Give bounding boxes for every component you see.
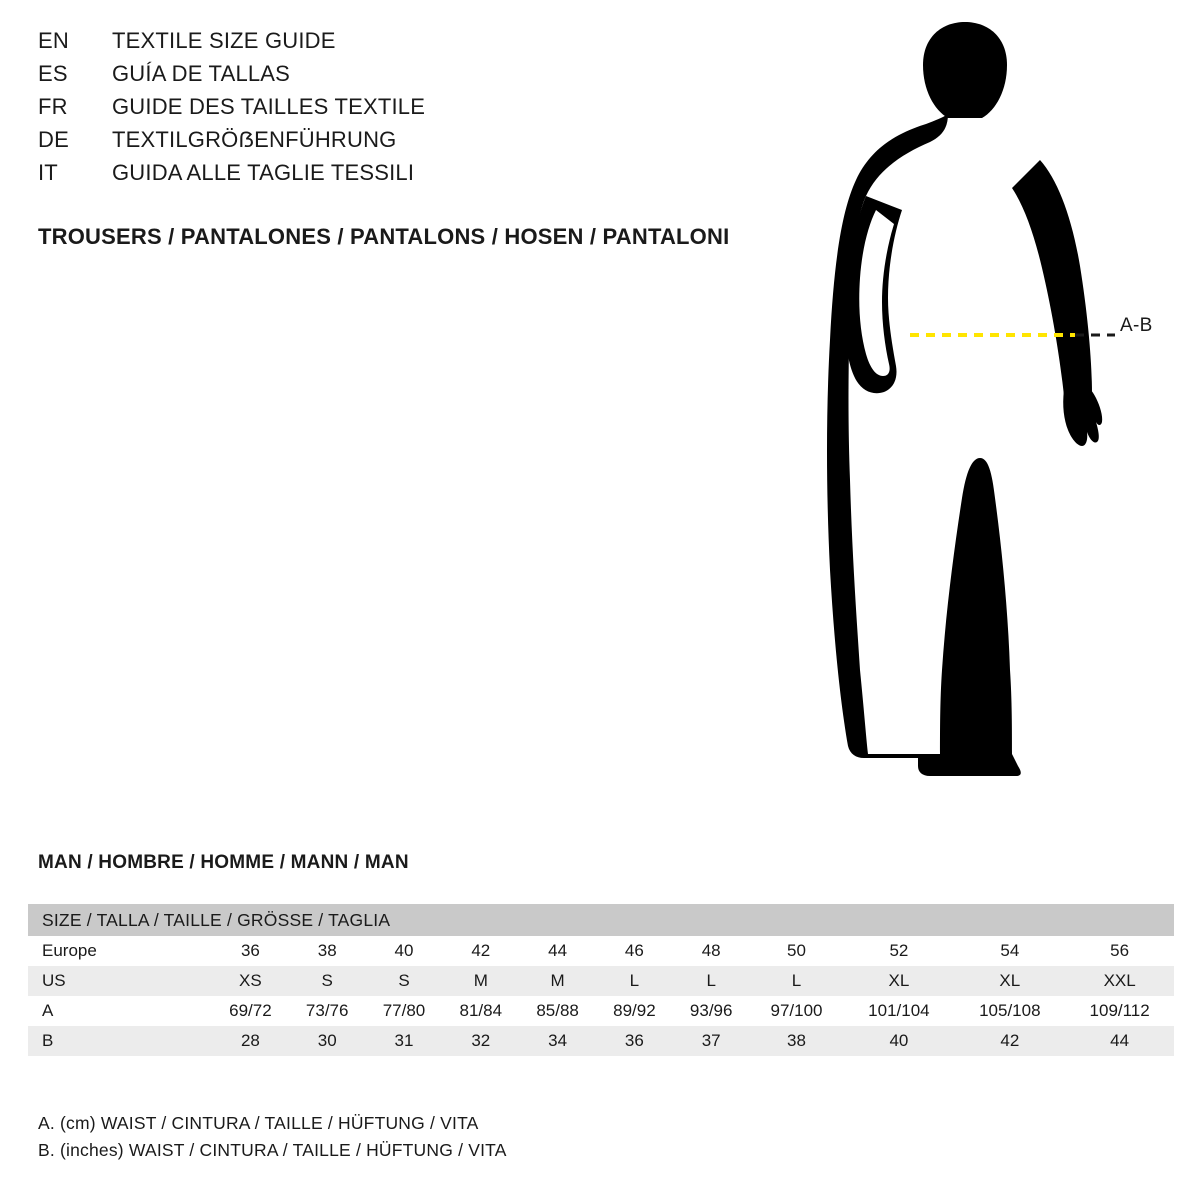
- cell-b-4: 34: [548, 1031, 568, 1050]
- language-code-es: ES: [38, 61, 68, 86]
- cell-a-0: 69/72: [229, 1001, 272, 1020]
- language-text-it: GUIDA ALLE TAGLIE TESSILI: [112, 160, 415, 185]
- measure-label-ab: A-B: [1120, 315, 1153, 336]
- cell-us-10: XXL: [1103, 971, 1136, 990]
- footnote-b: B. (inches) WAIST / CINTURA / TAILLE / HÜFTUNG / VITA: [38, 1140, 507, 1160]
- cell-europe-9: 54: [1000, 941, 1020, 960]
- cell-a-3: 81/84: [459, 1001, 503, 1020]
- cell-us-9: XL: [999, 971, 1021, 990]
- size-table: [28, 904, 1174, 1056]
- language-row-es: [38, 61, 798, 94]
- footnotes: [38, 1110, 507, 1164]
- row-label-europe: Europe: [42, 941, 97, 960]
- cell-a-10: 109/112: [1089, 1001, 1150, 1020]
- table-row: [28, 966, 1174, 996]
- silhouette-arm-right: [1012, 160, 1092, 412]
- language-row-fr: [38, 94, 798, 127]
- cell-b-2: 31: [394, 1031, 414, 1050]
- cell-b-0: 28: [240, 1031, 260, 1050]
- table-header-label: SIZE / TALLA / TAILLE / GRÖSSE / TAGLIA: [42, 909, 391, 930]
- silhouette-body: [827, 114, 1021, 776]
- table-header-row: [28, 904, 1174, 936]
- cell-us-5: L: [629, 971, 640, 990]
- man-silhouette-figure: [790, 10, 1200, 810]
- cell-europe-2: 40: [394, 941, 414, 960]
- cell-b-7: 38: [787, 1031, 806, 1050]
- cell-a-6: 93/96: [689, 1001, 733, 1020]
- row-label-a: A: [42, 1001, 54, 1020]
- language-code-it: IT: [38, 160, 58, 185]
- cell-a-4: 85/88: [536, 1001, 579, 1020]
- language-code-en: EN: [38, 28, 69, 53]
- row-label-b: B: [42, 1031, 54, 1050]
- language-text-es: GUÍA DE TALLAS: [112, 61, 291, 86]
- cell-europe-6: 48: [701, 941, 721, 960]
- silhouette-hand: [1063, 386, 1102, 446]
- cell-b-3: 32: [471, 1031, 491, 1050]
- table-row: [28, 996, 1174, 1026]
- cell-b-10: 44: [1110, 1031, 1130, 1050]
- cell-b-8: 40: [889, 1031, 909, 1050]
- language-code-de: DE: [38, 127, 69, 152]
- table-row: [28, 936, 1174, 966]
- cell-europe-10: 56: [1110, 941, 1130, 960]
- cell-europe-3: 42: [471, 941, 491, 960]
- language-code-fr: FR: [38, 94, 68, 119]
- cell-us-1: S: [321, 971, 333, 990]
- cell-a-8: 101/104: [868, 1001, 930, 1020]
- language-row-it: [38, 160, 798, 193]
- cell-b-5: 36: [624, 1031, 644, 1050]
- cell-europe-4: 44: [548, 941, 568, 960]
- language-row-de: [38, 127, 798, 160]
- language-title-list: [38, 28, 798, 193]
- row-label-us: US: [42, 971, 66, 990]
- language-text-de: TEXTILGRÖẞENFÜHRUNG: [112, 127, 397, 152]
- footnote-a: A. (cm) WAIST / CINTURA / TAILLE / HÜFTUNG / VITA: [38, 1113, 479, 1133]
- cell-us-6: L: [706, 971, 716, 990]
- cell-us-2: S: [398, 971, 410, 990]
- cell-europe-1: 38: [317, 941, 337, 960]
- cell-b-1: 30: [317, 1031, 337, 1050]
- cell-us-7: L: [791, 971, 802, 990]
- garment-type-title: TROUSERS / PANTALONES / PANTALONS / HOSEN / PANTALONI: [38, 224, 730, 249]
- cell-a-1: 73/76: [305, 1001, 349, 1020]
- language-row-en: [38, 28, 798, 61]
- cell-europe-5: 46: [624, 941, 644, 960]
- language-text-fr: GUIDE DES TAILLES TEXTILE: [112, 94, 426, 119]
- cell-b-6: 37: [701, 1031, 721, 1050]
- cell-us-0: XS: [239, 971, 262, 990]
- cell-europe-7: 50: [787, 941, 806, 960]
- cell-us-4: M: [550, 971, 565, 990]
- table-row: [28, 1026, 1174, 1056]
- cell-europe-8: 52: [889, 941, 909, 960]
- cell-us-8: XL: [888, 971, 910, 990]
- gender-section-title: MAN / HOMBRE / HOMME / MANN / MAN: [38, 852, 409, 873]
- cell-a-7: 97/100: [770, 1001, 823, 1020]
- cell-us-3: M: [473, 971, 488, 990]
- cell-a-9: 105/108: [979, 1001, 1041, 1020]
- cell-europe-0: 36: [240, 941, 260, 960]
- cell-a-5: 89/92: [613, 1001, 656, 1020]
- cell-a-2: 77/80: [382, 1001, 426, 1020]
- language-text-en: TEXTILE SIZE GUIDE: [112, 28, 336, 53]
- silhouette-head: [923, 22, 1007, 118]
- cell-b-9: 42: [1000, 1031, 1020, 1050]
